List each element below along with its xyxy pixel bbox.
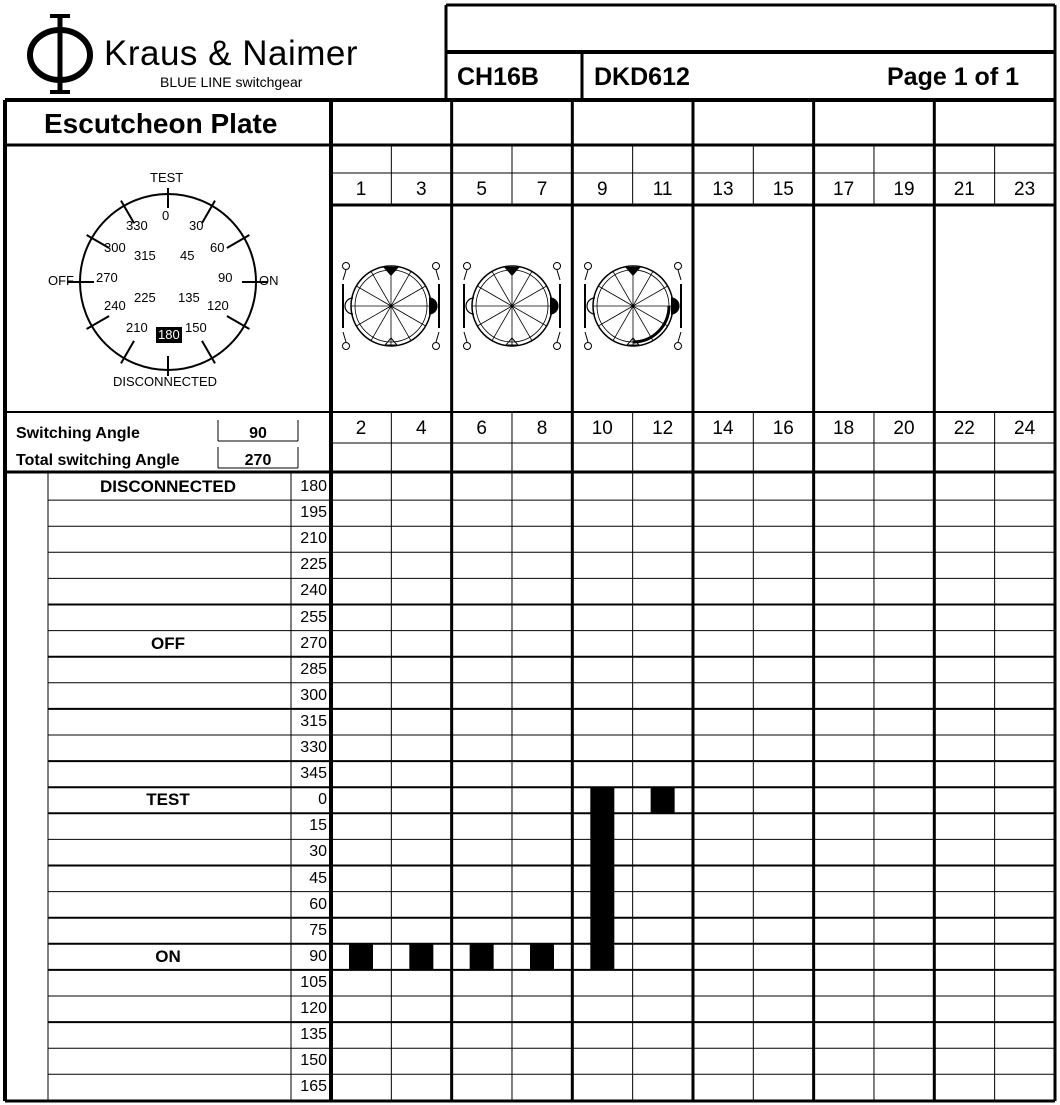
- row-angle: 165: [300, 1078, 327, 1096]
- row-angle: 75: [309, 921, 327, 939]
- terminal-top-15: 15: [772, 179, 794, 200]
- model-code: CH16B: [457, 63, 539, 91]
- row-angle: 195: [300, 504, 327, 522]
- terminal-top-1: 1: [355, 179, 367, 200]
- dial-angle: 30: [189, 218, 204, 233]
- row-angle: 240: [300, 582, 327, 600]
- terminal-top-7: 7: [536, 179, 548, 200]
- terminal-bottom-14: 14: [712, 418, 734, 439]
- total-angle-label: Total switching Angle: [16, 452, 180, 469]
- row-angle: 105: [300, 973, 327, 991]
- contact-symbol-1-4: [343, 263, 440, 350]
- terminal-top-17: 17: [833, 179, 855, 200]
- terminal-bottom-10: 10: [591, 418, 613, 439]
- contact-closed-bar: [651, 787, 675, 813]
- row-position-label: ON: [155, 946, 181, 966]
- row-angle: 90: [309, 947, 327, 965]
- dial-angle: 210: [126, 320, 148, 335]
- row-angle: 45: [309, 869, 327, 887]
- contact-closed-bar: [409, 944, 433, 970]
- terminal-top-9: 9: [597, 179, 608, 200]
- terminal-top-3: 3: [416, 179, 427, 200]
- dial-angle: 330: [126, 218, 148, 233]
- dial-angle: 0: [162, 208, 170, 223]
- row-angle: 255: [300, 608, 327, 626]
- terminal-top-5: 5: [476, 179, 487, 200]
- row-angle: 270: [300, 634, 327, 652]
- switching-angle-label: Switching Angle: [16, 425, 140, 442]
- row-angle: 135: [300, 1026, 327, 1044]
- dial-angle: 135: [178, 290, 200, 305]
- terminal-bottom-24: 24: [1014, 418, 1036, 439]
- row-angle: 315: [300, 712, 327, 730]
- dial-angle: 120: [207, 298, 229, 313]
- row-angle: 30: [309, 843, 327, 861]
- terminal-top-21: 21: [953, 179, 975, 200]
- terminal-bottom-20: 20: [893, 418, 915, 439]
- contact-symbol-9-12: [585, 263, 682, 350]
- dial-angle: 270: [96, 270, 118, 285]
- terminal-bottom-18: 18: [833, 418, 855, 439]
- dial-off-label: OFF: [48, 273, 74, 288]
- row-angle: 300: [300, 686, 327, 704]
- dial-on-label: ON: [259, 273, 279, 288]
- brand-tagline: BLUE LINE switchgear: [160, 74, 303, 90]
- terminal-bottom-6: 6: [476, 418, 487, 439]
- program-code: DKD612: [594, 63, 690, 91]
- dial-angle: 45: [180, 248, 195, 263]
- contact-closed-bar: [470, 944, 494, 970]
- row-angle: 120: [300, 1000, 327, 1017]
- dial-test-label: TEST: [150, 170, 184, 185]
- dial-angle: 240: [104, 298, 126, 313]
- page-indicator: Page 1 of 1: [887, 63, 1019, 91]
- row-position-label: TEST: [146, 790, 190, 810]
- terminal-top-11: 11: [652, 179, 673, 200]
- dial-angle: 150: [185, 320, 207, 335]
- brand-name: Kraus & Naimer: [104, 34, 359, 73]
- row-angle: 285: [300, 660, 327, 678]
- row-position-label: DISCONNECTED: [99, 477, 236, 496]
- row-angle: 0: [318, 791, 327, 809]
- dial-angle: 60: [210, 240, 225, 255]
- terminal-top-23: 23: [1014, 179, 1036, 200]
- switching-angle-value: 90: [249, 425, 267, 442]
- row-angle: 225: [300, 556, 327, 574]
- dial-angle: 315: [134, 248, 156, 263]
- dial-disconnected-label: DISCONNECTED: [113, 374, 218, 389]
- row-angle: 345: [300, 765, 327, 783]
- terminal-bottom-2: 2: [355, 418, 367, 439]
- row-angle: 60: [309, 895, 327, 913]
- terminal-bottom-8: 8: [536, 418, 548, 439]
- row-angle: 180: [300, 478, 327, 495]
- contact-closed-bar: [530, 944, 554, 970]
- terminal-top-19: 19: [893, 179, 915, 200]
- terminal-bottom-12: 12: [652, 418, 674, 439]
- dial-angle: 225: [134, 290, 156, 305]
- contact-closed-bar: [349, 944, 373, 970]
- total-angle-value: 270: [244, 452, 272, 469]
- contact-symbol-5-8: [464, 263, 561, 350]
- terminal-bottom-4: 4: [416, 418, 427, 439]
- row-angle: 330: [300, 739, 327, 756]
- dial-angle: 90: [218, 270, 233, 285]
- dial-angle: 300: [104, 240, 126, 255]
- row-angle: 210: [300, 530, 327, 548]
- row-position-label: OFF: [151, 633, 185, 653]
- terminal-bottom-22: 22: [953, 418, 975, 439]
- dial-selected-angle: 180: [158, 327, 180, 342]
- section-title: Escutcheon Plate: [44, 108, 278, 139]
- row-angle: 15: [309, 817, 327, 835]
- row-angle: 150: [300, 1052, 327, 1070]
- terminal-top-13: 13: [712, 179, 734, 200]
- terminal-bottom-16: 16: [772, 418, 794, 439]
- contact-closed-bar: [590, 787, 614, 970]
